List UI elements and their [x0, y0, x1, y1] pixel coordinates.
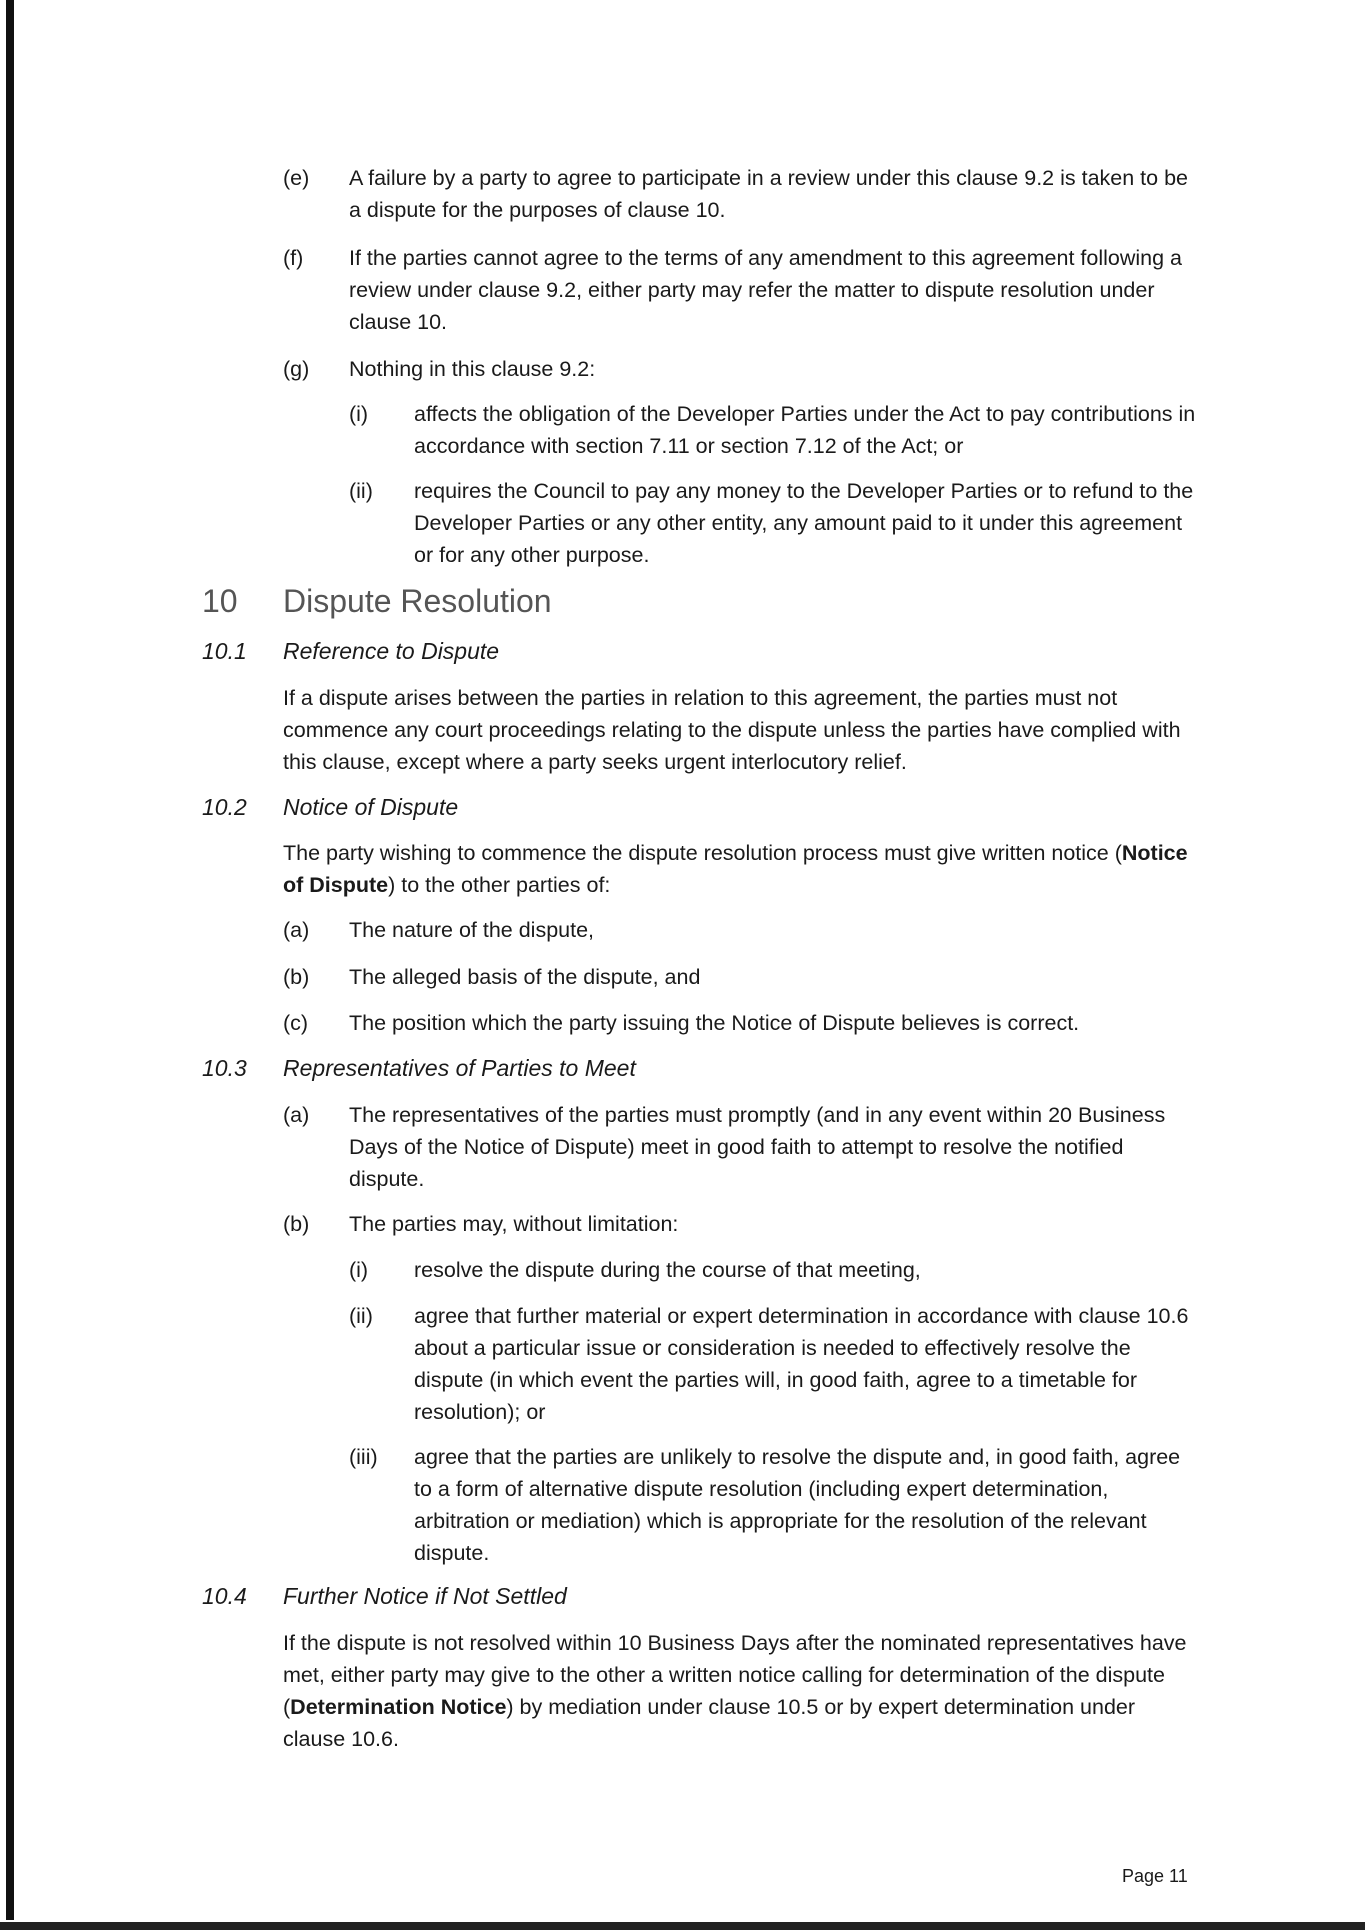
- defined-term: Notice of Dispute: [283, 841, 1188, 897]
- section-title: Dispute Resolution: [283, 583, 552, 619]
- subitem-label: (i): [349, 1258, 369, 1282]
- subsection-number: 10.2: [202, 794, 247, 820]
- clause-9-2-item-g: Nothing in this clause 9.2:: [349, 357, 596, 381]
- subsection-title: Further Notice if Not Settled: [283, 1583, 567, 1609]
- list-item: The nature of the dispute,: [349, 918, 595, 942]
- body-text: If the dispute is not resolved within 10 Business Days after the nominated representatives have met, either party may give to the other a written notice calling for determination of the dispute (: [283, 1631, 1187, 1719]
- body-text: The party wishing to commence the dispute resolution process must give written notice (: [283, 841, 1122, 865]
- item-label: (b): [283, 965, 310, 989]
- subsection-number: 10.1: [202, 638, 247, 664]
- subitem-label: (ii): [349, 1304, 373, 1328]
- item-label: (f): [283, 246, 304, 270]
- subsection-number: 10.4: [202, 1583, 247, 1609]
- section-number: 10: [202, 583, 238, 619]
- scan-bottom-edge: [0, 1922, 1365, 1930]
- list-item: The representatives of the parties must promptly (and in any event within 20 Business Days of the Notice of Dispute) meet in good faith to attempt to resolve the notified dispute.: [349, 1103, 1166, 1191]
- clause-9-2-g-subitem-ii: requires the Council to pay any money to the Developer Parties or to refund to the Developer Parties or any other entity, any amount paid to it under this agreement or for any other purpose.: [414, 479, 1194, 567]
- item-label: (g): [283, 357, 310, 381]
- subsection-body: If a dispute arises between the parties in relation to this agreement, the parties must not commence any court proceedings relating to the dispute unless the parties have complied with this clause, except where a party seeks urgent interlocutory relief.: [283, 686, 1181, 774]
- subsection-number: 10.3: [202, 1055, 247, 1081]
- item-label: (b): [283, 1212, 310, 1236]
- clause-9-2-item-e: A failure by a party to agree to participate in a review under this clause 9.2 is taken to be a dispute for the purposes of clause 10.: [349, 166, 1188, 222]
- item-label: (a): [283, 918, 310, 942]
- list-item: The parties may, without limitation:: [349, 1212, 679, 1236]
- clause-9-2-item-f: If the parties cannot agree to the terms of any amendment to this agreement following a review under clause 9.2, either party may refer the matter to dispute resolution under clause 10.: [349, 246, 1182, 334]
- subitem-label: (i): [349, 402, 369, 426]
- defined-term: Determination Notice: [290, 1695, 507, 1719]
- item-label: (a): [283, 1103, 310, 1127]
- list-item: The alleged basis of the dispute, and: [349, 965, 701, 989]
- list-subitem: agree that the parties are unlikely to resolve the dispute and, in good faith, agree to a form of alternative dispute resolution (including expert determination, arbitration or mediation) which is appropriate for the resolution of the relevant dispute.: [414, 1445, 1181, 1565]
- item-label: (e): [283, 166, 310, 190]
- subsection-title: Reference to Dispute: [283, 638, 500, 664]
- subsection-body: [283, 837, 1195, 901]
- subitem-label: (ii): [349, 479, 373, 503]
- subsection-title: Notice of Dispute: [283, 794, 459, 820]
- body-text: ) to the other parties of:: [388, 873, 611, 897]
- list-item: The position which the party issuing the Notice of Dispute believes is correct.: [349, 1011, 1080, 1035]
- clause-9-2-g-subitem-i: affects the obligation of the Developer Parties under the Act to pay contributions in accordance with section 7.11 or section 7.12 of the Act; or: [414, 402, 1196, 458]
- subsection-title: Representatives of Parties to Meet: [283, 1055, 636, 1081]
- item-label: (c): [283, 1011, 309, 1035]
- scan-left-edge: [6, 0, 14, 1920]
- body-text: ) by mediation under clause 10.5 or by expert determination under clause 10.6.: [283, 1695, 1136, 1751]
- list-subitem: resolve the dispute during the course of that meeting,: [414, 1258, 921, 1282]
- page-number: Page 11: [1122, 1866, 1188, 1886]
- subitem-label: (iii): [349, 1445, 378, 1469]
- subsection-body: [283, 1627, 1195, 1755]
- list-subitem: agree that further material or expert determination in accordance with clause 10.6 about a particular issue or consideration is needed to effectively resolve the dispute (in which event the parties will, in good faith, agree to a timetable for resolution); or: [414, 1304, 1189, 1424]
